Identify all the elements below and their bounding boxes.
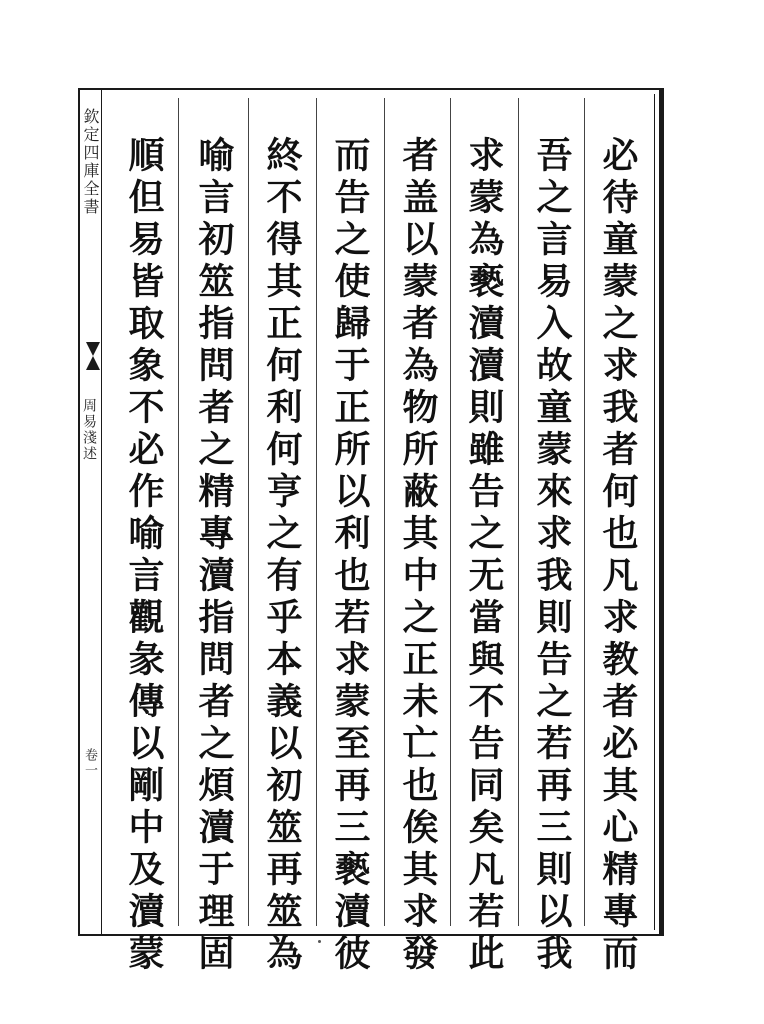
margin-series-title: 欽定四庫全書 xyxy=(81,108,100,216)
column-rule xyxy=(450,98,451,926)
fishtail-mark-icon xyxy=(86,342,100,356)
text-column-6: 終不得其正何利何亨之有乎本義以初筮再筮為 xyxy=(261,136,303,976)
text-column-2: 吾之言易入故童蒙來求我則告之若再三則以我 xyxy=(531,136,573,976)
column-rule xyxy=(518,98,519,926)
text-column-8: 順但易皆取象不必作喻言觀彖傳以剛中及瀆蒙 xyxy=(123,136,165,976)
ink-dot xyxy=(318,940,321,943)
column-rule xyxy=(248,98,249,926)
column-rule xyxy=(178,98,179,926)
column-rule xyxy=(316,98,317,926)
text-column-3: 求蒙為褻瀆瀆則雖告之无當與不告同矣凡若此 xyxy=(463,136,505,976)
margin-page-label: 卷一 xyxy=(82,748,97,778)
text-column-7: 喻言初筮指問者之精專瀆指問者之煩瀆于理固 xyxy=(193,136,235,976)
text-column-1: 必待童蒙之求我者何也凡求教者必其心精專而 xyxy=(597,136,639,976)
column-rule xyxy=(584,98,585,926)
text-column-5: 而告之使歸于正所以利也若求蒙至再三褻瀆彼 xyxy=(329,136,371,976)
fishtail-mark-lower-icon xyxy=(86,356,100,370)
text-column-4: 者盖以蒙者為物所蔽其中之正未亡也俟其求發 xyxy=(397,136,439,976)
margin-strip xyxy=(78,90,102,934)
column-rule xyxy=(384,98,385,926)
margin-book-title: 周易淺述 xyxy=(81,398,97,462)
page-frame xyxy=(78,88,664,936)
